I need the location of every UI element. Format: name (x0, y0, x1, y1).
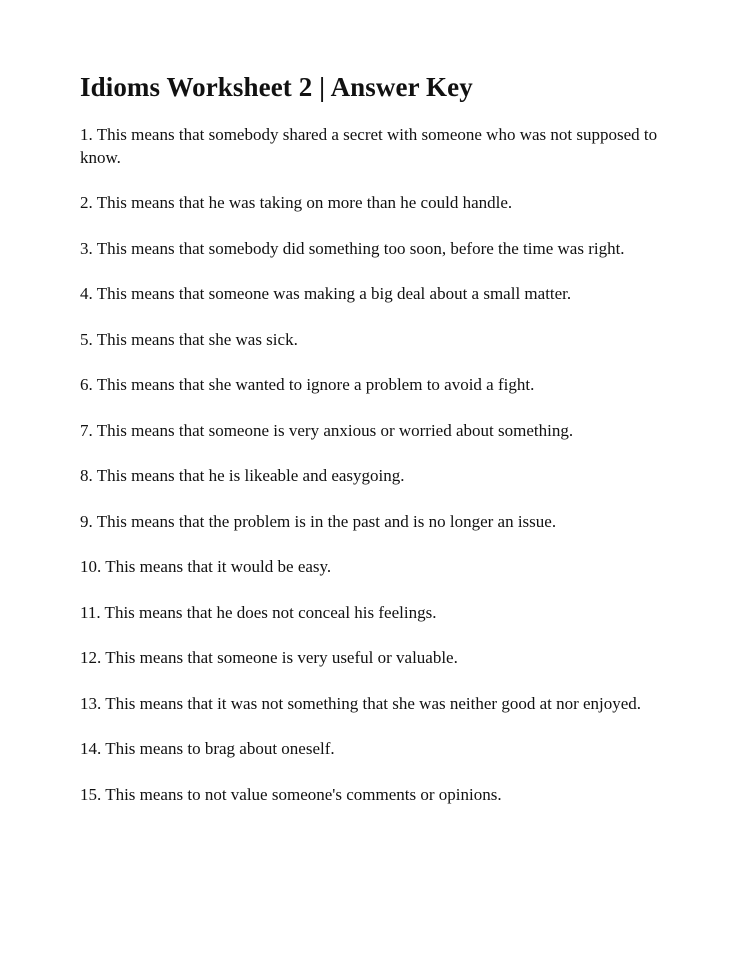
answer-item: 13. This means that it was not something that she was neither good at nor enjoyed. (80, 693, 642, 713)
answer-item: 8. This means that he is likeable and easygoing. (80, 466, 405, 485)
answer-item: 2. This means that he was taking on more than he could handle. (80, 193, 513, 212)
answer-item: 9. This means that the problem is in the past and is no longer an issue. (80, 511, 557, 531)
answer-item: 11. This means that he does not conceal his feelings. (80, 602, 437, 622)
answer-item: 14. This means to brag about oneself. (80, 739, 335, 758)
answer-item: 4. This means that someone was making a big deal about a small matter. (80, 284, 572, 303)
answer-item: 5. This means that she was sick. (80, 329, 298, 349)
answer-item: 1. This means that somebody shared a secret with someone who was not supposed to know. (80, 125, 658, 167)
answer-item: 12. This means that someone is very useful or valuable. (80, 648, 458, 667)
answer-list (80, 124, 680, 806)
worksheet-page (80, 70, 680, 829)
answer-item: 3. This means that somebody did something too soon, before the time was right. (80, 238, 625, 258)
answer-item: 15. This means to not value someone's comments or opinions. (80, 784, 502, 804)
answer-item: 6. This means that she wanted to ignore a problem to avoid a fight. (80, 375, 535, 394)
answer-item: 10. This means that it would be easy. (80, 557, 332, 576)
page-title: Idioms Worksheet 2 | Answer Key (80, 72, 473, 102)
answer-item: 7. This means that someone is very anxious or worried about something. (80, 420, 574, 440)
